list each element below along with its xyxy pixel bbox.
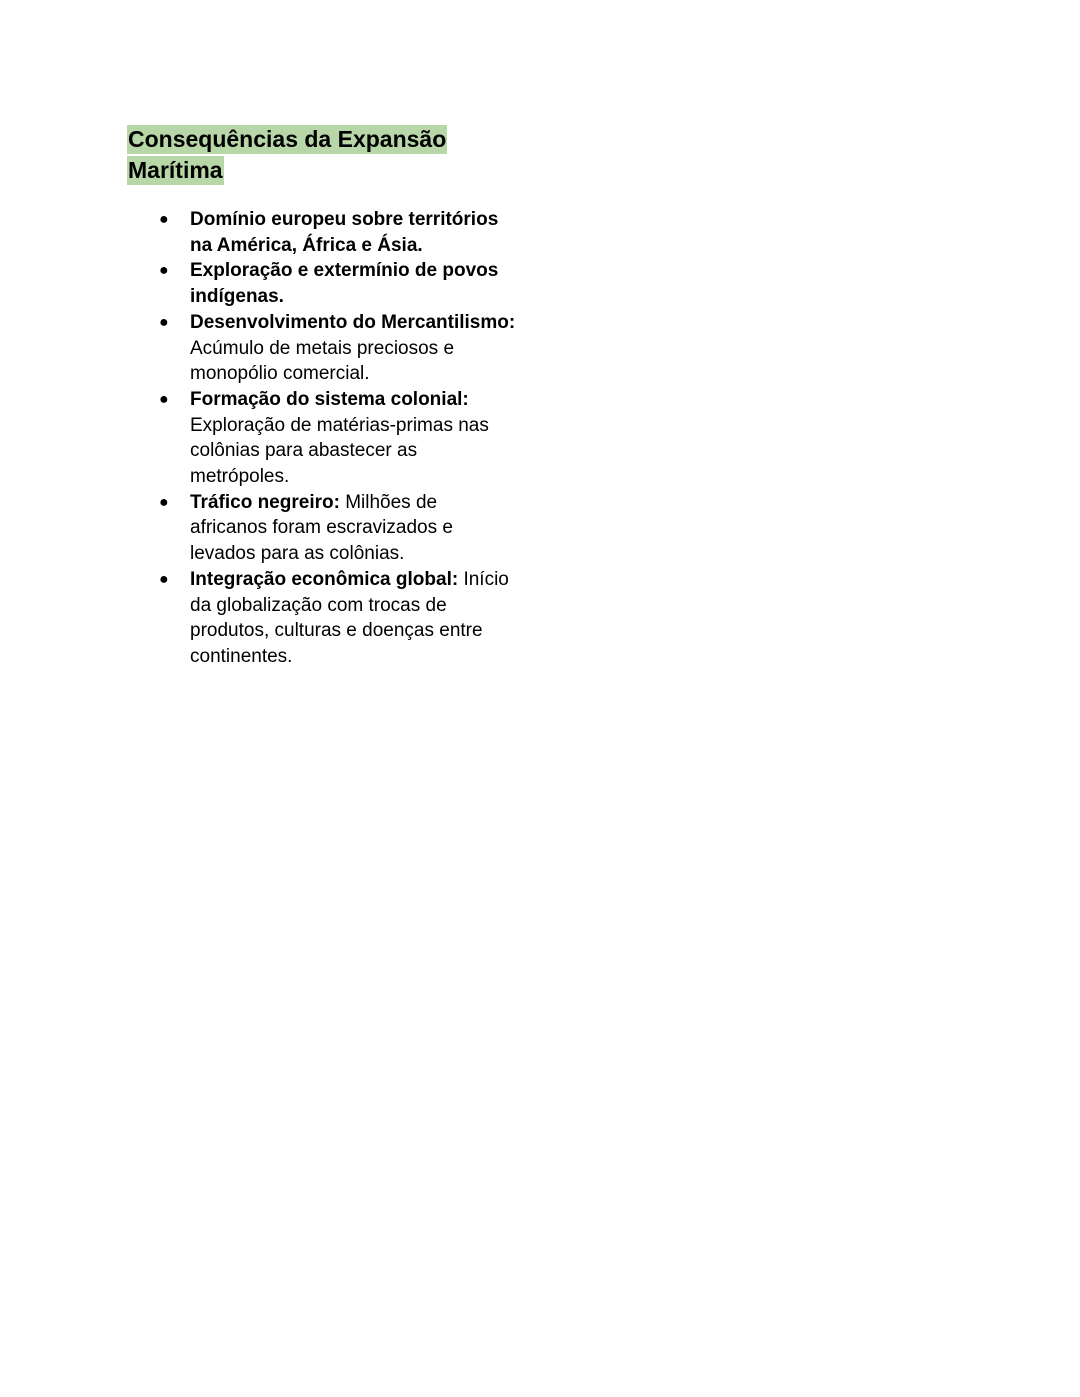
- list-item: [156, 387, 516, 490]
- item-bold-text: Integração econômica global:: [190, 568, 459, 590]
- item-bold-text: Tráfico negreiro:: [190, 491, 340, 513]
- list-item: [156, 258, 516, 309]
- bullet-icon: ●: [159, 313, 169, 331]
- list-item: [156, 490, 516, 567]
- list-item: [156, 207, 516, 258]
- item-bold-text: Domínio europeu sobre territórios na América, África e Ásia.: [190, 209, 499, 256]
- page-title: [127, 124, 527, 186]
- bullet-icon: ●: [159, 211, 169, 228]
- title-line-2: Marítima: [128, 157, 223, 183]
- bullet-icon: ●: [159, 493, 169, 511]
- list-item: [156, 310, 516, 387]
- item-text: Milhões de africanos foram escravizados e levados para as colônias.: [190, 491, 453, 565]
- bullet-icon: ●: [159, 262, 169, 280]
- item-text: Acúmulo de metais preciosos e monopólio comercial.: [190, 337, 455, 385]
- item-bold-text: Formação do sistema colonial:: [190, 388, 469, 410]
- item-bold-text: Exploração e extermínio de povos indígenas.: [190, 260, 499, 308]
- bullet-icon: ●: [159, 570, 169, 588]
- title-line-1: Consequências da Expansão: [128, 126, 447, 152]
- consequences-list: [156, 207, 516, 670]
- item-text: Início da globalização com trocas de produtos, culturas e doenças entre continentes.: [190, 568, 509, 667]
- bullet-icon: ●: [159, 390, 169, 408]
- item-bold-text: Desenvolvimento do Mercantilismo:: [190, 311, 516, 333]
- item-text: Exploração de matérias-primas nas colônias para abastecer as metrópoles.: [190, 414, 489, 488]
- list-item: [156, 567, 516, 670]
